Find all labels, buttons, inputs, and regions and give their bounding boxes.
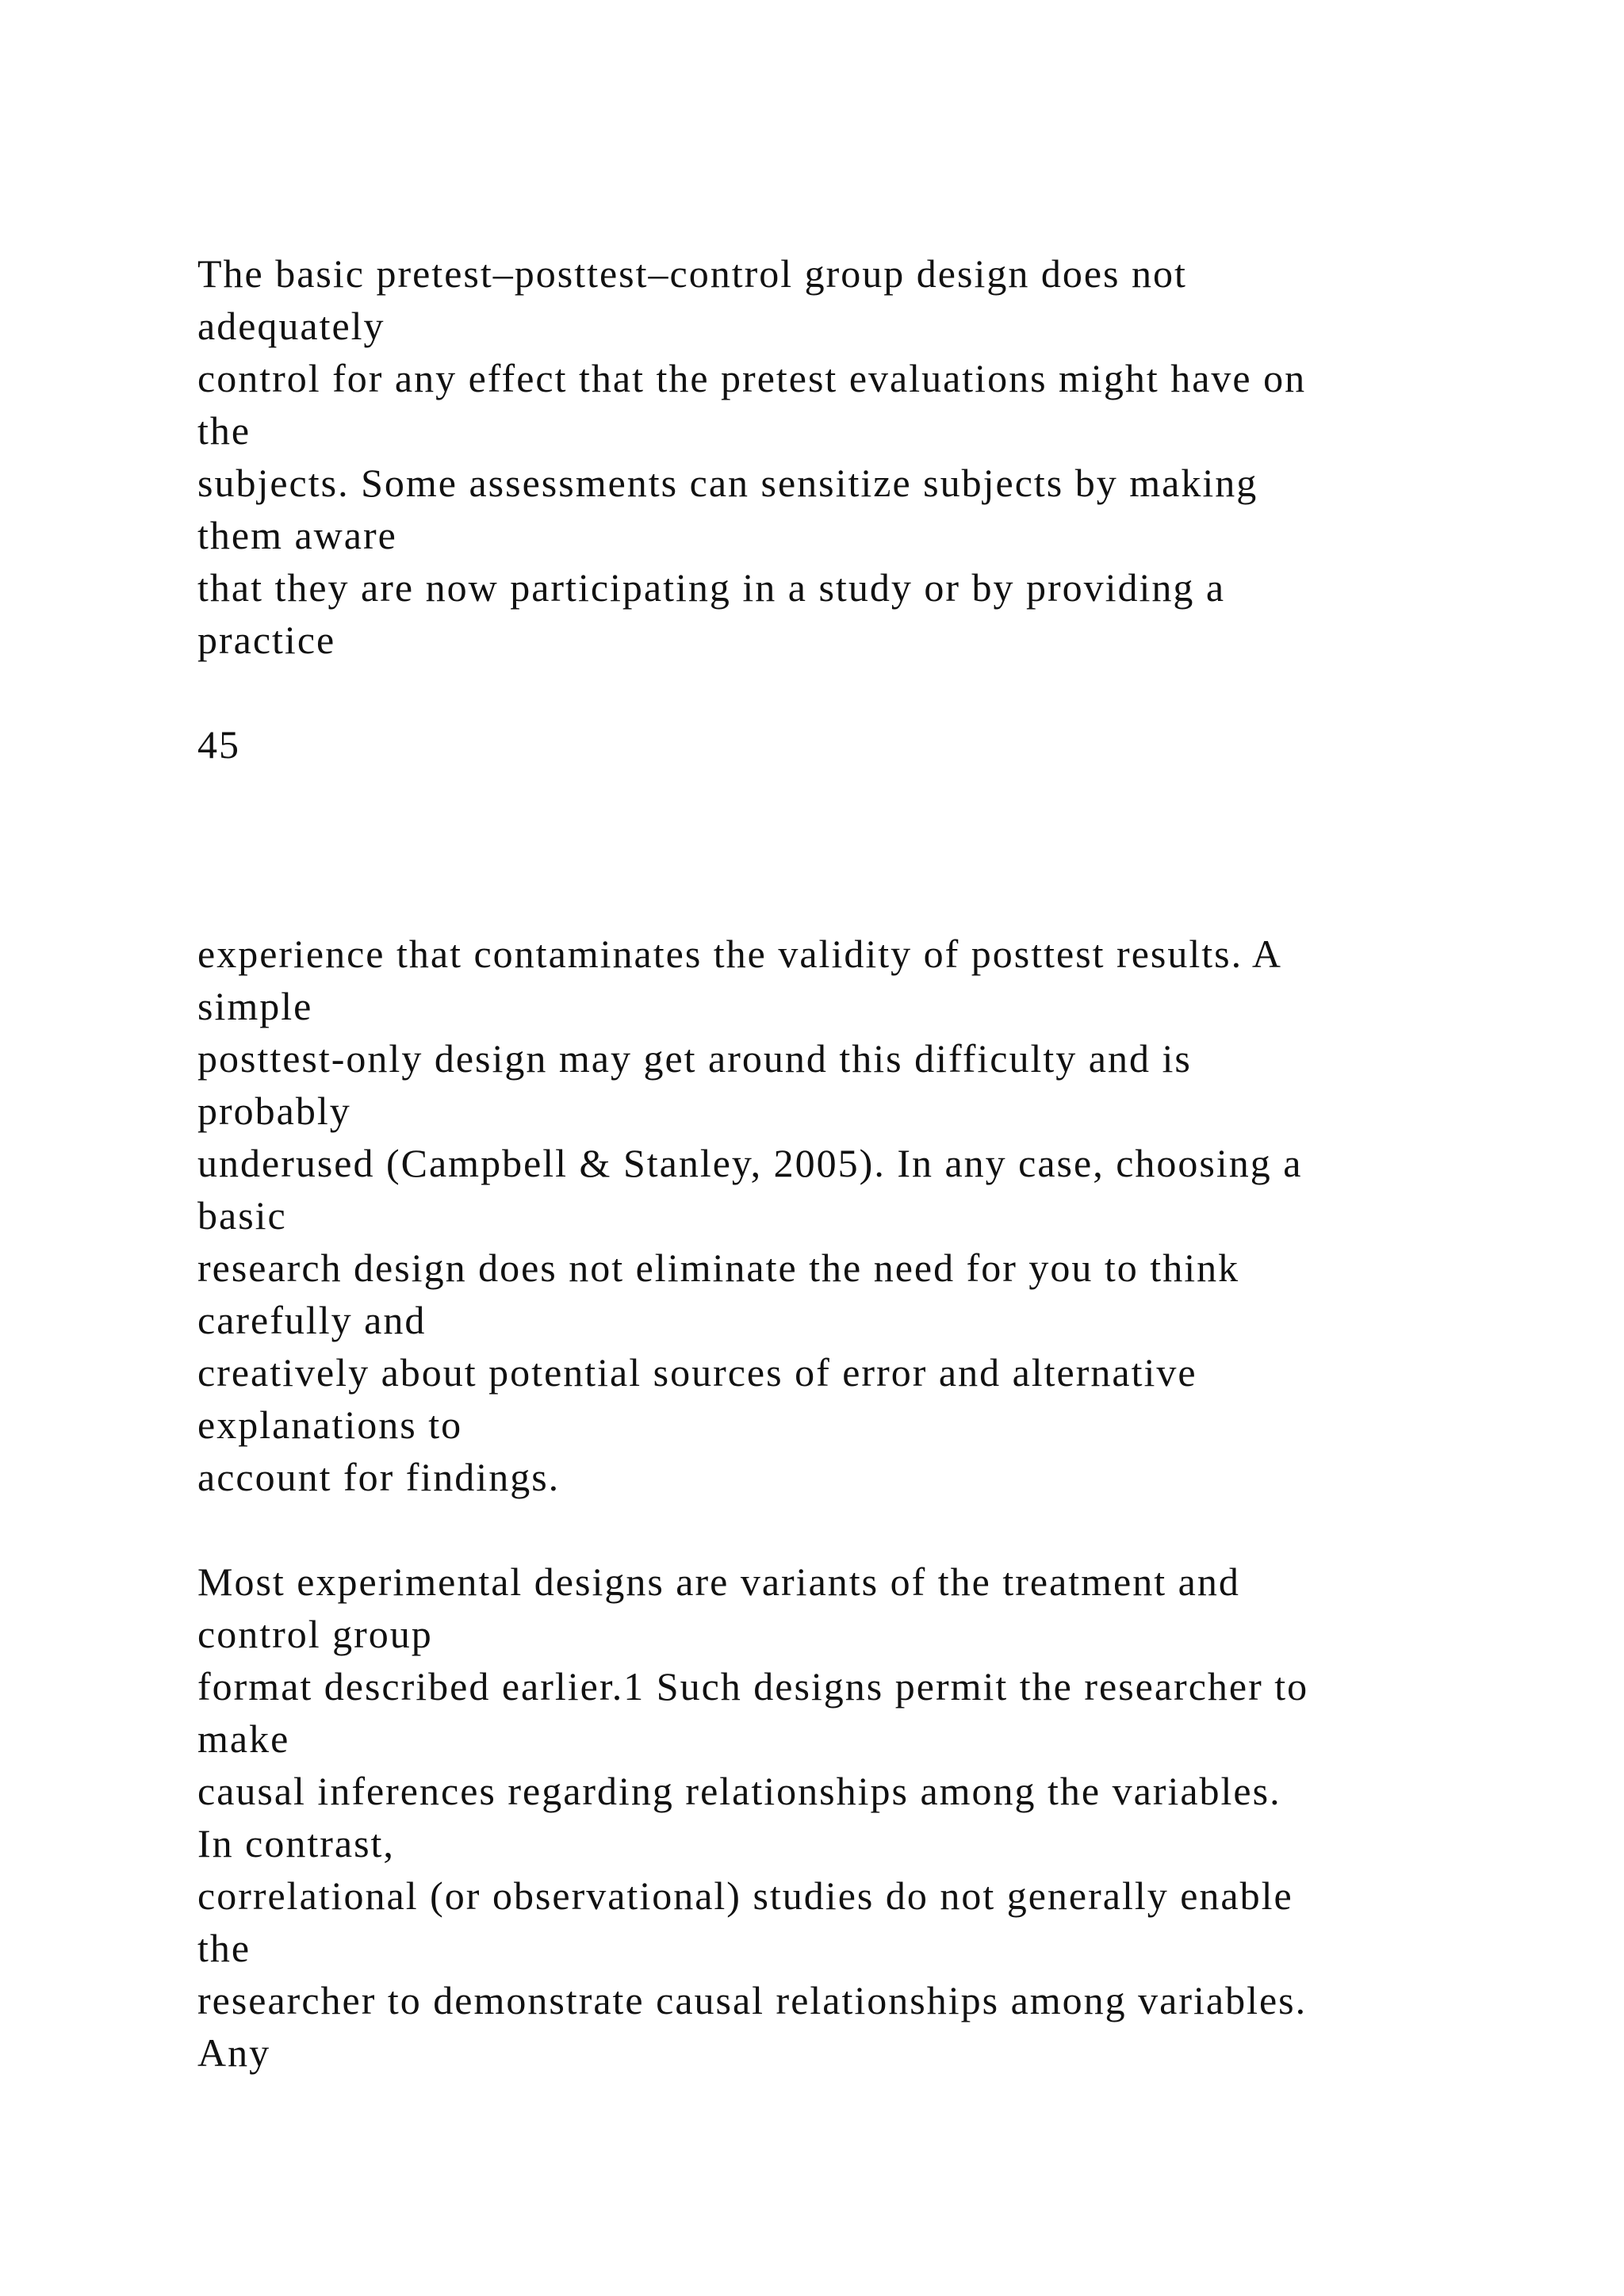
paragraph-3-line-10: Any [197,2030,271,2075]
paragraph-2-line-10: explanations to [197,1402,463,1447]
paragraph-3-line-9: researcher to demonstrate causal relationships among variables. [197,1978,1308,2022]
paragraph-3-line-1: Most experimental designs are variants of the treatment and [197,1559,1240,1604]
paragraph-1-line-1: The basic pretest–posttest–control group design does not [197,251,1187,296]
paragraph-2-line-6: basic [197,1193,287,1238]
paragraph-2-line-2: simple [197,984,313,1028]
paragraph-3-line-3: format described earlier.1 Such designs permit the researcher to [197,1664,1309,1709]
paragraph-2-line-5: underused (Campbell & Stanley, 2005). In any case, choosing a [197,1141,1303,1185]
paragraph-2-line-7: research design does not eliminate the need for you to think [197,1246,1240,1290]
paragraph-3-line-2: control group [197,1612,433,1656]
paragraph-1-line-6: them aware [197,513,397,557]
paragraph-3-line-8: the [197,1926,251,1970]
paragraph-1-line-8: practice [197,618,336,662]
paragraph-3-line-4: make [197,1716,290,1761]
paragraph-2-line-9: creatively about potential sources of error and alternative [197,1350,1197,1395]
paragraph-1-line-7: that they are now participating in a study or by providing a [197,565,1226,610]
paragraph-3-line-6: In contrast, [197,1821,395,1866]
paragraph-1-line-2: adequately [197,304,385,348]
paragraph-1-line-4: the [197,408,251,453]
paragraph-2-line-11: account for findings. [197,1455,561,1499]
paragraph-3-line-5: causal inferences regarding relationships among the variables. [197,1769,1281,1813]
paragraph-1-line-5: subjects. Some assessments can sensitize subjects by making [197,461,1258,505]
paragraph-1-line-3: control for any effect that the pretest evaluations might have on [197,356,1307,400]
paragraph-2-line-1: experience that contaminates the validity of posttest results. A [197,932,1282,976]
paragraph-2-line-4: probably [197,1089,351,1133]
page-number: 45 [197,722,240,767]
paragraph-2-line-8: carefully and [197,1298,427,1342]
paragraph-2-line-3: posttest-only design may get around this difficulty and is [197,1036,1192,1081]
paragraph-3-line-7: correlational (or observational) studies do not generally enable [197,1873,1293,1918]
